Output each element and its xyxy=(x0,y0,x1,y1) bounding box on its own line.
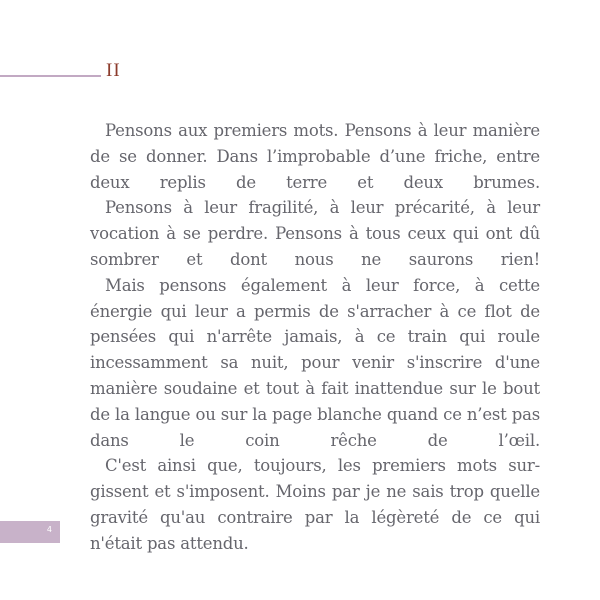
paragraph-3: Mais pensons également à leur force, à cette énergie qui leur a permis de s'arracher à ce flot de pensées qui n'arrête jamais, à ce train qui roule incessamment sa nuit, pour venir s'inscrire d'une manière soudaine et tout à fait inattendue sur le bout de la langue ou sur la page blanche quand ce n’est pas dans le coin rêche de l’œil. xyxy=(90,275,540,450)
paragraph-1: Pensons aux premiers mots. Pensons à leur manière de se donner. Dans l’improbable d’une friche, entre deux replis de terre et deux brumes. xyxy=(90,121,540,192)
paragraph-4: C'est ainsi que, toujours, les premiers mots sur-gissent et s'imposent. Moins par je ne sais trop quelle gravité qu'au contraire par la légèreté de ce qui n'était pas attendu. xyxy=(90,456,540,553)
paragraph-2: Pensons à leur fragilité, à leur précarité, à leur vocation à se perdre. Pensons à tous ceux qui ont dû sombrer et dont nous ne saurons rien! xyxy=(90,198,540,269)
page-number: 4 xyxy=(46,525,52,534)
page-tab xyxy=(0,521,60,543)
chapter-rule xyxy=(0,75,101,77)
body-text xyxy=(90,118,540,557)
chapter-number: II xyxy=(106,60,121,81)
